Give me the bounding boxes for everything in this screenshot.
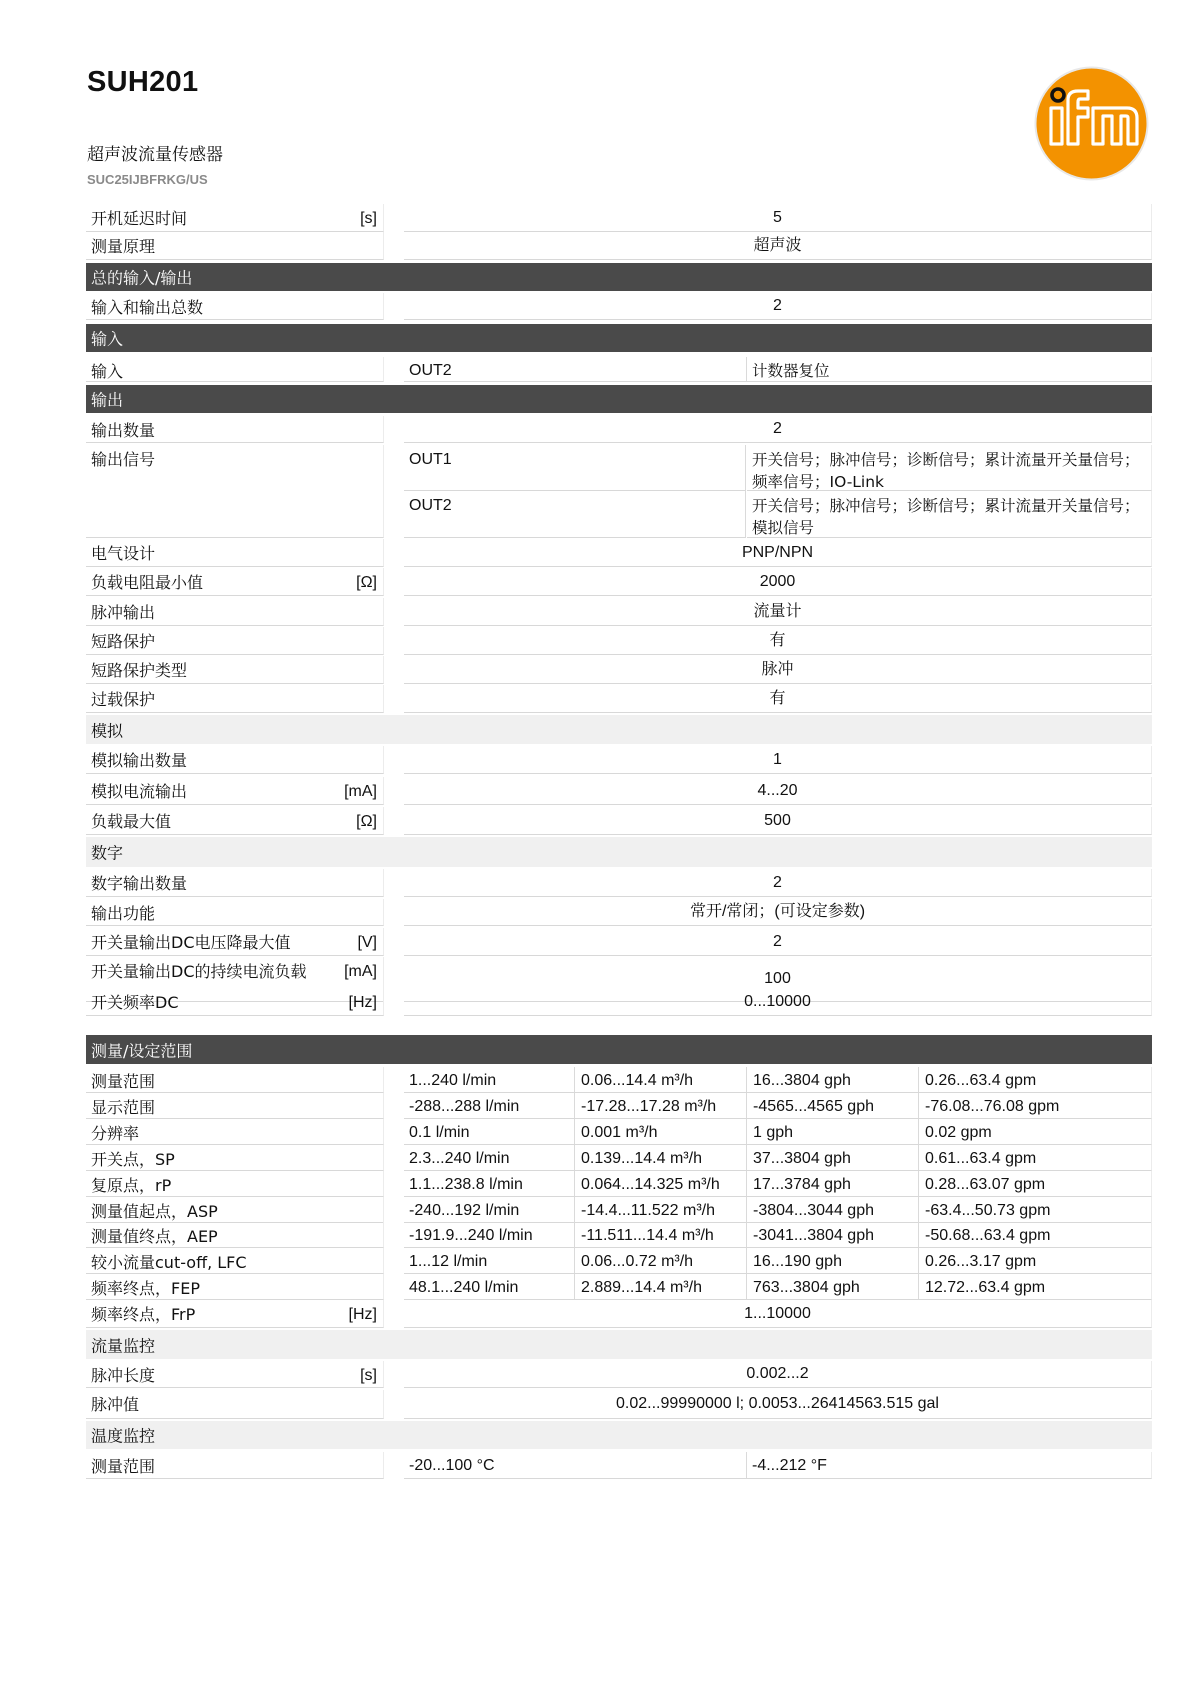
value-cell	[576, 1222, 747, 1247]
row-value-cell	[404, 1390, 1152, 1419]
row-label-cell	[86, 807, 384, 835]
row-label-cell	[86, 1361, 384, 1388]
row-value-cell	[404, 807, 1152, 835]
section-title: 模拟	[91, 721, 124, 740]
section-title: 数字	[91, 843, 124, 863]
row-label: 脉冲长度	[91, 1366, 156, 1385]
cell-value: -63.4...50.73 gpm	[925, 1202, 1051, 1219]
value-cell	[920, 1093, 1092, 1118]
row-label-cell	[86, 1300, 384, 1328]
value-cell	[576, 1093, 747, 1118]
cell-value: 0.064...14.325 m³/h	[581, 1176, 720, 1193]
row-label-cell	[86, 1197, 384, 1223]
section-header	[86, 263, 1152, 291]
value-cell	[747, 1452, 1152, 1478]
row-label: 过载保护	[91, 690, 156, 709]
value-cell	[576, 1119, 747, 1144]
row-unit: [mA]	[344, 783, 377, 800]
row-label: 较小流量cut-off, LFC	[91, 1253, 247, 1272]
row-value: 流量计	[753, 602, 802, 620]
row-label: 输入和输出总数	[91, 298, 204, 317]
row-value-cell	[404, 777, 1152, 805]
output-signal-cell	[747, 491, 1152, 538]
row-label: 开关量输出DC电压降最大值	[91, 933, 291, 952]
cell-value: 0.61...63.4 gpm	[925, 1150, 1037, 1167]
row-value: 有	[769, 631, 786, 649]
spec-row	[86, 293, 1152, 320]
row-unit: [mA]	[344, 963, 377, 980]
row-label-cell	[86, 1093, 384, 1119]
cell-value: -11.511...14.4 m³/h	[581, 1227, 714, 1244]
spec-row	[86, 232, 1152, 260]
row-value: 2	[773, 932, 782, 950]
row-label-cell	[86, 293, 384, 320]
value-cell	[404, 1067, 575, 1092]
spec-row	[86, 627, 1152, 655]
row-value: 2000	[759, 572, 796, 590]
row-value-cells	[404, 1274, 1152, 1300]
row-label-cell	[86, 777, 384, 805]
value-cell	[747, 357, 1152, 381]
value-cell	[920, 1274, 1092, 1299]
section-title: 输入	[91, 329, 124, 349]
row-value-cell	[404, 539, 1152, 567]
row-value: 常开/常闭；(可设定参数)	[689, 903, 866, 920]
spec-row	[86, 1197, 1152, 1223]
spec-row	[86, 899, 1152, 926]
value-cell	[748, 1171, 919, 1196]
cell-value: -4565...4565 gph	[753, 1098, 874, 1115]
spec-row	[86, 869, 1152, 897]
row-label: 短路保护类型	[91, 661, 188, 680]
row-value: 0...10000	[744, 992, 811, 1010]
output-signal-cell	[747, 445, 1152, 491]
spec-row	[86, 1093, 1152, 1119]
row-label: 输入	[91, 362, 124, 381]
row-value-cell	[404, 232, 1152, 260]
row-value: 有	[769, 689, 786, 707]
row-value: 2	[773, 420, 782, 437]
row-label-cell	[86, 746, 384, 774]
row-value-cell	[404, 685, 1152, 713]
value-cell	[920, 1067, 1092, 1092]
row-value-cells	[404, 1452, 1152, 1479]
row-value: 脉冲	[761, 660, 794, 678]
row-value-cell	[404, 988, 1152, 1016]
section-title: 输出	[91, 390, 124, 410]
row-label: 测量值起点，ASP	[91, 1202, 218, 1221]
spec-row	[86, 445, 1152, 538]
cell-value: -17.28...17.28 m³/h	[581, 1098, 717, 1115]
cell-value: 17...3784 gph	[753, 1176, 851, 1193]
row-value-cell	[404, 869, 1152, 897]
cell-value: OUT2	[409, 362, 452, 379]
section-title: 流量监控	[91, 1336, 156, 1355]
spec-row	[86, 1452, 1152, 1479]
row-value-cell	[404, 1361, 1152, 1388]
article-code: SUC25IJBFRKG/US	[87, 172, 208, 187]
cell-value: 计数器复位	[752, 362, 830, 380]
row-value-cells	[404, 1119, 1152, 1145]
row-value-cell	[404, 627, 1152, 655]
output-signal-text: 开关信号；脉冲信号；诊断信号；累计流量开关量信号；频率信号；IO-Link	[752, 451, 1140, 491]
spec-row	[86, 204, 1152, 232]
spec-row	[86, 928, 1152, 956]
output-name: OUT1	[409, 451, 452, 468]
section-header	[86, 1035, 1152, 1064]
value-cell	[748, 1145, 919, 1170]
value-cell	[404, 1093, 575, 1118]
spec-row	[86, 1222, 1152, 1248]
spec-row	[86, 777, 1152, 805]
row-label: 频率终点，FEP	[91, 1279, 200, 1298]
row-value-cell	[404, 204, 1152, 232]
value-cell	[748, 1197, 919, 1222]
value-cell	[576, 1248, 747, 1273]
value-cell	[576, 1145, 747, 1170]
row-value: 4...20	[757, 781, 798, 799]
cell-value: -20...100 °C	[409, 1457, 495, 1474]
spec-row	[86, 746, 1152, 774]
row-unit: [V]	[357, 934, 377, 951]
spec-row	[86, 1248, 1152, 1274]
value-cell	[920, 1119, 1092, 1144]
row-value-cells	[404, 1171, 1152, 1197]
row-label-cell	[86, 568, 384, 596]
value-cell	[920, 1145, 1092, 1170]
value-cell	[920, 1171, 1092, 1196]
row-value: 1...10000	[744, 1304, 811, 1322]
row-value-cell	[404, 416, 1152, 443]
cell-value: -50.68...63.4 gpm	[925, 1227, 1051, 1244]
row-value: 5	[773, 208, 782, 226]
spec-row	[86, 598, 1152, 626]
output-name: OUT2	[409, 497, 452, 514]
row-label: 数字输出数量	[91, 874, 188, 893]
row-label-cell	[86, 1145, 384, 1171]
product-code: SUH201	[87, 66, 199, 98]
value-cell	[404, 1197, 575, 1222]
cell-value: 763...3804 gph	[753, 1279, 860, 1296]
row-value: 2	[773, 297, 782, 314]
row-label: 开机延迟时间	[91, 209, 188, 228]
spec-row	[86, 807, 1152, 835]
cell-value: 37...3804 gph	[753, 1150, 851, 1167]
row-unit: [s]	[360, 1367, 377, 1384]
row-value: 0.02...99990000 l; 0.0053...26414563.515 gal	[616, 1395, 939, 1412]
cell-value: -240...192 l/min	[409, 1202, 520, 1219]
output-name-cell	[404, 445, 746, 491]
row-value: 1	[773, 750, 782, 768]
row-label-cell	[86, 656, 384, 684]
row-label: 开关频率DC	[91, 993, 179, 1012]
value-cell	[404, 1171, 575, 1196]
section-title: 总的输入/输出	[91, 268, 193, 288]
section-title: 温度监控	[91, 1426, 156, 1446]
cell-value: -3041...3804 gph	[753, 1227, 874, 1244]
value-cell	[576, 1197, 747, 1222]
section-header	[86, 324, 1152, 352]
spec-row	[86, 539, 1152, 567]
row-unit: [Ω]	[356, 574, 377, 591]
row-value-cell	[404, 746, 1152, 774]
spec-row	[86, 1171, 1152, 1197]
row-value-cell	[404, 899, 1152, 926]
cell-value: 0.001 m³/h	[581, 1124, 658, 1141]
row-label: 测量范围	[91, 1457, 156, 1476]
row-unit: [Ω]	[356, 813, 377, 830]
cell-value: 0.26...3.17 gpm	[925, 1253, 1037, 1270]
value-cell	[748, 1222, 919, 1247]
row-label: 脉冲值	[91, 1395, 140, 1414]
cell-value: 0.1 l/min	[409, 1124, 470, 1141]
cell-value: -191.9...240 l/min	[409, 1227, 533, 1244]
section-title: 测量/设定范围	[91, 1041, 193, 1060]
row-value-cells	[404, 357, 1152, 382]
output-signal-text: 开关信号；脉冲信号；诊断信号；累计流量开关量信号； 模拟信号	[752, 497, 1140, 537]
cell-value: 0.02 gpm	[925, 1124, 992, 1141]
cell-value: 0.28...63.07 gpm	[925, 1176, 1046, 1193]
cell-value: 1.1...238.8 l/min	[409, 1176, 523, 1193]
spec-row	[86, 1274, 1152, 1300]
cell-value: 1 gph	[753, 1124, 794, 1141]
value-cell	[920, 1248, 1092, 1273]
row-label: 模拟输出数量	[91, 751, 188, 770]
row-label-cell	[86, 899, 384, 926]
value-cell	[920, 1197, 1092, 1222]
spec-row	[86, 357, 1152, 382]
spec-row	[86, 1119, 1152, 1145]
row-value-cells	[404, 1145, 1152, 1171]
row-label: 测量原理	[91, 237, 156, 256]
row-label-cell	[86, 1067, 384, 1093]
output-signal-subrow	[404, 491, 1152, 538]
row-label: 频率终点，FrP	[91, 1305, 196, 1324]
section-header	[86, 715, 1152, 744]
row-label: 复原点，rP	[91, 1176, 172, 1195]
row-value: 超声波	[753, 236, 802, 254]
cell-value: -76.08...76.08 gpm	[925, 1098, 1060, 1115]
product-name: 超声波流量传感器	[87, 145, 223, 165]
value-cell	[404, 1222, 575, 1247]
value-cell	[576, 1171, 747, 1196]
section-header	[86, 385, 1152, 413]
spec-row	[86, 988, 1152, 1016]
row-unit: [Hz]	[348, 1306, 377, 1323]
row-label-cell	[86, 598, 384, 626]
cell-value: -3804...3044 gph	[753, 1202, 874, 1219]
value-cell	[404, 1248, 575, 1273]
cell-value: -14.4...11.522 m³/h	[581, 1202, 715, 1219]
row-label: 输出信号	[91, 450, 156, 469]
row-value-cell	[404, 598, 1152, 626]
row-label-cell	[86, 988, 384, 1016]
row-label: 模拟电流输出	[91, 782, 188, 801]
row-unit: [s]	[360, 210, 377, 227]
row-label-cell	[86, 627, 384, 655]
value-cell	[748, 1067, 919, 1092]
cell-value: -4...212 °F	[752, 1457, 827, 1474]
spec-row	[86, 1390, 1152, 1419]
row-label-cell	[86, 416, 384, 443]
row-value-cell	[404, 928, 1152, 956]
cell-value: 2.889...14.4 m³/h	[581, 1279, 702, 1296]
row-label-cell	[86, 1222, 384, 1248]
row-value-cell	[404, 1300, 1152, 1328]
spec-row	[86, 1361, 1152, 1388]
cell-value: 12.72...63.4 gpm	[925, 1279, 1046, 1296]
row-label: 开关点，SP	[91, 1150, 175, 1169]
output-name-cell	[404, 491, 746, 538]
spec-row	[86, 1145, 1152, 1171]
spec-row	[86, 656, 1152, 684]
value-cell	[748, 1274, 919, 1299]
row-label: 负载最大值	[91, 812, 172, 831]
cell-value: 0.06...14.4 m³/h	[581, 1072, 694, 1089]
row-label: 电气设计	[91, 544, 156, 563]
row-label-cell	[86, 1274, 384, 1300]
value-cell	[748, 1248, 919, 1273]
row-label-cell	[86, 1119, 384, 1145]
row-label-cell	[86, 357, 384, 382]
value-cell	[404, 1145, 575, 1170]
row-label: 显示范围	[91, 1098, 156, 1117]
value-cell	[404, 1274, 575, 1299]
value-cell	[404, 357, 747, 381]
row-label-cell	[86, 1248, 384, 1274]
value-cell	[748, 1119, 919, 1144]
row-label: 输出功能	[91, 904, 156, 923]
row-label: 负载电阻最小值	[91, 573, 204, 592]
row-label-cell	[86, 1171, 384, 1197]
value-cell	[576, 1274, 747, 1299]
value-cell	[404, 1452, 747, 1478]
value-cell	[576, 1067, 747, 1092]
cell-value: 16...3804 gph	[753, 1072, 851, 1089]
row-label: 开关量输出DC的持续电流负载	[91, 962, 307, 981]
row-label-cell	[86, 869, 384, 897]
output-signal-subrow	[404, 445, 1152, 491]
page-header	[87, 66, 1152, 196]
cell-value: 0.139...14.4 m³/h	[581, 1150, 702, 1167]
spec-row	[86, 685, 1152, 713]
row-value-cells	[404, 1067, 1152, 1093]
cell-value: 0.06...0.72 m³/h	[581, 1253, 694, 1270]
row-label-cell	[86, 445, 384, 538]
row-label: 输出数量	[91, 421, 156, 440]
row-value-cells	[404, 1222, 1152, 1248]
row-value: 0.002...2	[746, 1365, 809, 1382]
row-value-cell	[404, 656, 1152, 684]
row-value: 2	[773, 873, 782, 891]
value-cell	[748, 1093, 919, 1118]
row-label-cell	[86, 1452, 384, 1479]
row-value: 500	[764, 811, 791, 829]
spec-row	[86, 416, 1152, 443]
row-label: 测量值终点，AEP	[91, 1227, 218, 1246]
cell-value: 0.26...63.4 gpm	[925, 1072, 1037, 1089]
cell-value: 48.1...240 l/min	[409, 1279, 519, 1296]
section-header	[86, 1421, 1152, 1449]
row-value-cell	[404, 568, 1152, 596]
ifm-logo	[1033, 65, 1150, 182]
cell-value: -288...288 l/min	[409, 1098, 520, 1115]
row-label: 分辨率	[91, 1124, 140, 1143]
row-unit: [Hz]	[348, 994, 377, 1011]
cell-value: 1...240 l/min	[409, 1072, 497, 1089]
row-label-cell	[86, 685, 384, 713]
section-header	[86, 1330, 1152, 1359]
row-label: 脉冲输出	[91, 603, 156, 622]
row-value-cell	[404, 293, 1152, 320]
row-label-cell	[86, 232, 384, 260]
row-value-cells	[404, 1197, 1152, 1223]
row-label-cell	[86, 204, 384, 232]
spec-row	[86, 568, 1152, 596]
row-value-cells	[404, 1248, 1152, 1274]
row-label: 短路保护	[91, 632, 156, 651]
value-cell	[920, 1222, 1092, 1247]
cell-value: 16...190 gph	[753, 1253, 842, 1270]
spec-row	[86, 1067, 1152, 1093]
row-value: PNP/NPN	[741, 543, 814, 561]
row-label-cell	[86, 928, 384, 956]
value-cell	[404, 1119, 575, 1144]
row-label-cell	[86, 539, 384, 567]
section-header	[86, 837, 1152, 867]
row-value-cells	[404, 1093, 1152, 1119]
cell-value: 2.3...240 l/min	[409, 1150, 510, 1167]
cell-value: 1...12 l/min	[409, 1253, 488, 1270]
row-label: 测量范围	[91, 1072, 156, 1091]
spec-row	[86, 1300, 1152, 1328]
row-value: 100	[764, 970, 791, 987]
row-label-cell	[86, 1390, 384, 1419]
